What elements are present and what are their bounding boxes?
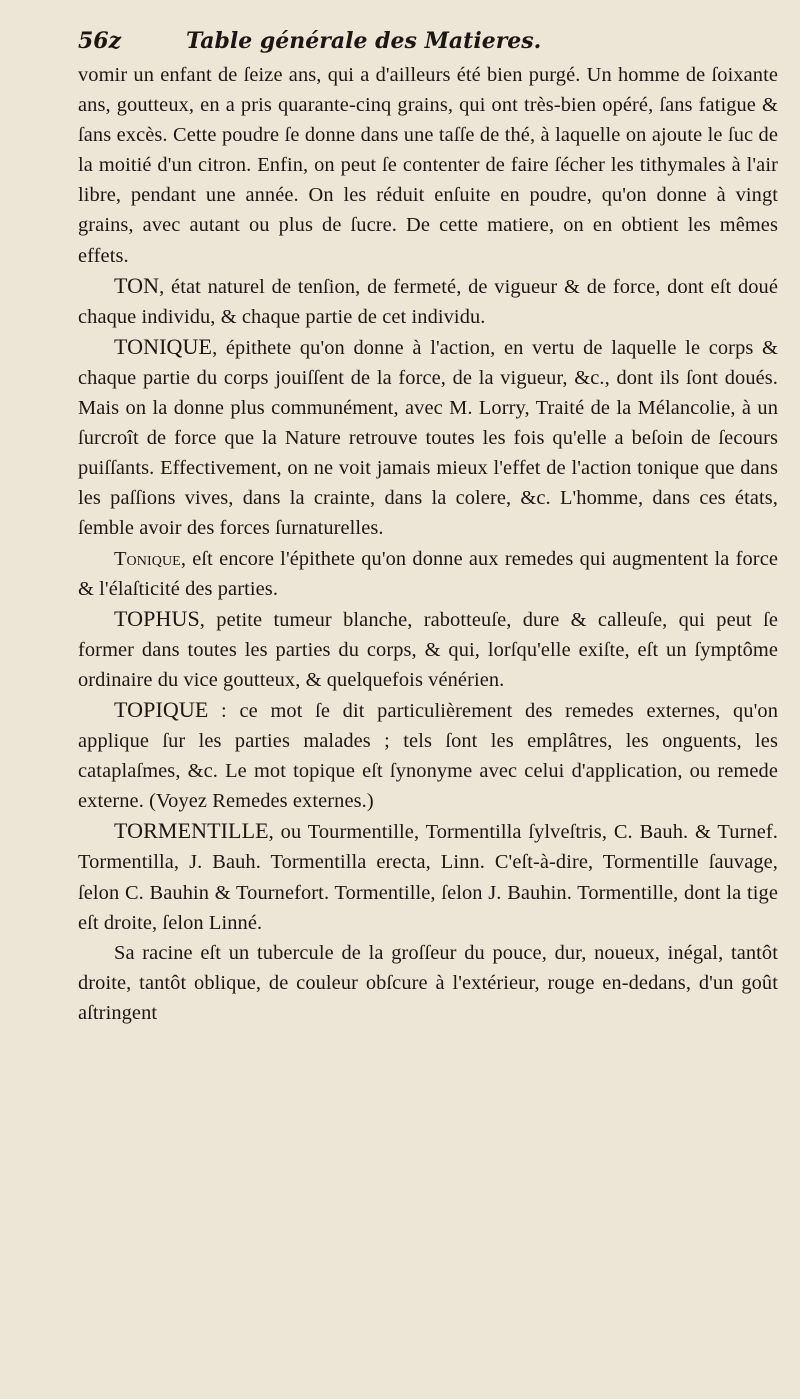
body-text bbox=[78, 60, 778, 1028]
entry-tophus bbox=[78, 604, 778, 695]
book-page bbox=[78, 22, 778, 1382]
entry-headword: TOPHUS bbox=[114, 605, 200, 631]
entry-topique bbox=[78, 695, 778, 816]
entry-text: , ou Tourmentille, Tormentilla ſylveſtris, C. Bauh. & Turnef. Tormentilla, J. Bauh. Tormentilla erecta, Linn. C'eſt-à-dire, Tormentille ſauvage, ſelon C. Bauhin & Tournefort. Tormentille, ſelon J. Bauhin. Tormentille, dont la tige eſt droite, ſelon Linné. bbox=[78, 821, 778, 934]
entry-headword: TOPIQUE bbox=[114, 696, 209, 722]
paragraph-continuation bbox=[78, 60, 778, 271]
entry-text: : ce mot ſe dit particulièrement des remedes externes, qu'on applique ſur les parties malades ; tels ſont les emplâtres, les onguents, les cataplaſmes, &c. Le mot topique eſt ſynonyme avec celui d'application, ou remede externe. (Voyez Remedes externes.) bbox=[78, 699, 778, 813]
page-number: 56z bbox=[78, 28, 122, 54]
entry-headword: TONIQUE bbox=[114, 333, 213, 359]
paragraph-text: vomir un enfant de ſeize ans, qui a d'ailleurs été bien purgé. Un homme de ſoixante ans, goutteux, en a pris quarante-cinq grains, qui ont très-bien opéré, ſans fatigue & ſans excès. Cette poudre ſe donne dans une taſſe de thé, à laquelle on ajoute le ſuc de la moitié d'un citron. Enfin, on peut ſe contenter de faire ſécher les tithymales à l'air libre, pendant une année. On les réduit enſuite en poudre, qu'on donne à vingt grains, avec autant ou plus de ſucre. De cette matiere, on en obtient les mêmes effets. bbox=[78, 64, 778, 267]
running-title: Table générale des Matieres. bbox=[186, 28, 542, 54]
entry-headword: TON bbox=[114, 272, 160, 298]
entry-ton bbox=[78, 271, 778, 332]
entry-headword: TORMENTILLE bbox=[114, 818, 269, 844]
paragraph-racine bbox=[78, 938, 778, 1028]
entry-text: , épithete qu'on donne à l'action, en vertu de laquelle le corps & chaque partie du corps jouiſſent de la force, de la vigueur, &c., dont ils ſont doués. Mais on la donne plus communément, avec M. Lorry, Traité de la Mélancolie, à un ſurcroît de force que la Nature retrouve toutes les fois qu'elle a beſoin de ſecours puiſſants. Effectivement, on ne voit jamais mieux l'effet de l'action tonique que dans les paſſions vives, dans la crainte, dans la colere, &c. L'homme, dans ces états, ſemble avoir des forces ſurnaturelles. bbox=[78, 336, 778, 540]
page-header bbox=[78, 22, 778, 60]
entry-tonique bbox=[78, 332, 778, 544]
entry-tormentille bbox=[78, 816, 778, 937]
paragraph-text: Sa racine eſt un tubercule de la groſſeur du pouce, dur, noueux, inégal, tantôt droite, tantôt oblique, de couleur obſcure à l'extérieur, rouge en-dedans, d'un goût aſtringent bbox=[78, 941, 778, 1024]
entry-text: , eſt encore l'épithete qu'on donne aux remedes qui augmentent la force & l'élaſticité des parties. bbox=[78, 547, 778, 600]
entry-tonique-2 bbox=[78, 544, 778, 604]
entry-text: , état naturel de tenſion, de fermeté, de vigueur & de force, dont eſt doué chaque individu, & chaque partie de cet individu. bbox=[78, 275, 778, 328]
entry-text: , petite tumeur blanche, rabotteuſe, dure & calleuſe, qui peut ſe former dans toutes les parties du corps, & qui, lorſqu'elle exiſte, eſt un ſymptôme ordinaire du vice goutteux, & quelquefois vénérien. bbox=[78, 608, 778, 691]
entry-headword: Tonique bbox=[114, 547, 181, 570]
